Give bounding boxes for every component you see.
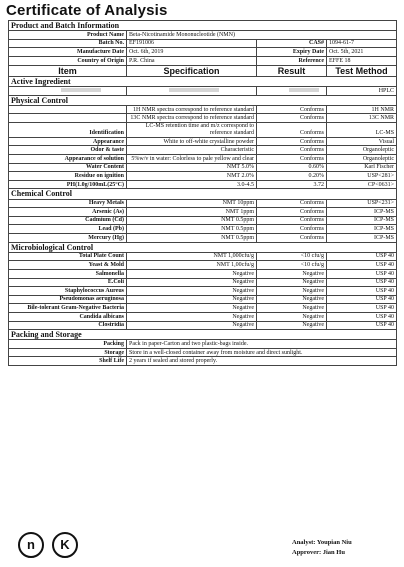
specification: NMT 1ppm — [127, 208, 257, 217]
test-method: USP 40 — [327, 321, 397, 330]
column-header-result: Result — [257, 65, 327, 76]
result: Conforms — [257, 208, 327, 217]
redacted-cell — [9, 87, 127, 96]
result: <10 cfu/g — [257, 252, 327, 261]
item-name: Appearance — [9, 137, 127, 146]
item-name: Appearance of solution — [9, 155, 127, 164]
item-name — [9, 114, 127, 123]
micro-row — [9, 295, 397, 304]
redacted-cell — [257, 87, 327, 96]
test-method: USP 40 — [327, 269, 397, 278]
result: Conforms — [257, 146, 327, 155]
item-name: Salmonella — [9, 269, 127, 278]
specification: NMT 0.5ppm — [127, 225, 257, 234]
micro-row — [9, 312, 397, 321]
section-micro — [9, 242, 397, 252]
specification: NMT 0.5ppm — [127, 233, 257, 242]
specification: 5%w/v in water: Colorless to pale yellow and clear — [127, 155, 257, 164]
result: Conforms — [257, 233, 327, 242]
approver-signature: Approver: Jian Hu — [292, 549, 345, 556]
physical-row — [9, 146, 397, 155]
reference-value: EFFE 18 — [327, 56, 397, 65]
result: Negative — [257, 321, 327, 330]
micro-row — [9, 252, 397, 261]
item-name: Cadmium (Cd) — [9, 216, 127, 225]
micro-row — [9, 269, 397, 278]
micro-row — [9, 304, 397, 313]
item-name: Yeast & Mold — [9, 261, 127, 270]
item-name: Heavy Metals — [9, 199, 127, 208]
test-method: Visual — [327, 137, 397, 146]
specification: Negative — [127, 287, 257, 296]
result: Conforms — [257, 114, 327, 123]
physical-row — [9, 114, 397, 123]
coa-table-body — [9, 21, 397, 366]
brand-logo-n: n — [18, 532, 44, 558]
result: Negative — [257, 287, 327, 296]
physical-row — [9, 137, 397, 146]
result: Negative — [257, 304, 327, 313]
chemical-row — [9, 199, 397, 208]
result: Negative — [257, 295, 327, 304]
section-title: Active Ingredient — [9, 76, 397, 86]
product-name-label: Product Name — [9, 31, 127, 40]
active-method: HPLC — [327, 87, 397, 96]
specification: NMT 0.5ppm — [127, 216, 257, 225]
packing-value: 2 years if sealed and stored properly. — [127, 357, 397, 366]
result: Conforms — [257, 216, 327, 225]
specification: Negative — [127, 321, 257, 330]
item-name: Residue on ignition — [9, 172, 127, 181]
result: Negative — [257, 269, 327, 278]
specification: 1H NMR spectra correspond to reference standard — [127, 105, 257, 114]
result: 0.60% — [257, 163, 327, 172]
expiry-date-label: Expiry Date — [257, 48, 327, 57]
document-title: Certificate of Analysis — [6, 2, 168, 19]
analyst-signature: Analyst: Youpian Niu — [292, 539, 352, 546]
result: Conforms — [257, 155, 327, 164]
physical-row — [9, 180, 397, 189]
packing-label: Packing — [9, 340, 127, 349]
item-name: Arsenic (As) — [9, 208, 127, 217]
column-header-specification: Specification — [127, 65, 257, 76]
chemical-row — [9, 233, 397, 242]
packing-value: Pack in paper-Carton and two plastic-bags inside. — [127, 340, 397, 349]
specification: Negative — [127, 295, 257, 304]
manufacture-date-value: Oct. 6th, 2019 — [127, 48, 257, 57]
item-name: PH(1.0g/100mL(25°C) — [9, 180, 127, 189]
chemical-row — [9, 216, 397, 225]
result: Conforms — [257, 137, 327, 146]
result: Conforms — [257, 123, 327, 138]
specification: NMT 1,000cfu/g — [127, 252, 257, 261]
item-name: Clostridia — [9, 321, 127, 330]
specification: Negative — [127, 304, 257, 313]
specification: NMT 5.0% — [127, 163, 257, 172]
redacted-cell — [127, 87, 257, 96]
micro-row — [9, 287, 397, 296]
item-name: Candida albicans — [9, 312, 127, 321]
item-name: Water Content — [9, 163, 127, 172]
section-active — [9, 76, 397, 86]
date-row — [9, 48, 397, 57]
cas-value: 1094-61-7 — [327, 39, 397, 48]
section-title: Chemical Control — [9, 189, 397, 199]
item-name: Identification — [9, 123, 127, 138]
redacted-mark — [169, 88, 219, 92]
test-method: USP 40 — [327, 312, 397, 321]
result: Conforms — [257, 105, 327, 114]
chemical-row — [9, 208, 397, 217]
cas-label: CAS# — [257, 39, 327, 48]
brand-logo-k: K — [52, 532, 78, 558]
specification: White to off-white crystalline powder — [127, 137, 257, 146]
section-title: Microbiological Control — [9, 242, 397, 252]
packing-label: Storage — [9, 348, 127, 357]
column-header-item: Item — [9, 65, 127, 76]
item-name: Pseudomonas aeruginosa — [9, 295, 127, 304]
redacted-mark — [289, 88, 319, 92]
specification: NMT 1,00cfu/g — [127, 261, 257, 270]
test-method: Organoleptic — [327, 155, 397, 164]
physical-row — [9, 163, 397, 172]
specification: Negative — [127, 278, 257, 287]
origin-row — [9, 56, 397, 65]
specification: Negative — [127, 269, 257, 278]
test-method: USP 40 — [327, 278, 397, 287]
column-header-row — [9, 65, 397, 76]
test-method: Karl Fischer — [327, 163, 397, 172]
chemical-row — [9, 225, 397, 234]
packing-row — [9, 340, 397, 349]
item-name — [9, 105, 127, 114]
test-method: USP 40 — [327, 304, 397, 313]
test-method: LC-MS — [327, 123, 397, 138]
product-name-row — [9, 31, 397, 40]
packing-row — [9, 348, 397, 357]
packing-value: Store in a well-closed container away from moisture and direct sunlight. — [127, 348, 397, 357]
test-method: 1H NMR — [327, 105, 397, 114]
item-name: Mercury (Hg) — [9, 233, 127, 242]
item-name: Odor & taste — [9, 146, 127, 155]
specification: NMT 10ppm — [127, 199, 257, 208]
expiry-date-value: Oct. 5th, 2021 — [327, 48, 397, 57]
redacted-mark — [61, 88, 101, 92]
product-name-value: Beta-Nicotinamide Mononucleotide (NMN) — [127, 31, 397, 40]
batch-label: Batch No. — [9, 39, 127, 48]
section-packing — [9, 330, 397, 340]
batch-value: EF191006 — [127, 39, 257, 48]
section-title: Product and Batch Information — [9, 21, 397, 31]
specification: NMT 2.0% — [127, 172, 257, 181]
item-name: Bile-tolerant Gram-Negative Bacteria — [9, 304, 127, 313]
test-method: USP 40 — [327, 287, 397, 296]
test-method: ICP-MS — [327, 225, 397, 234]
physical-row — [9, 172, 397, 181]
manufacture-date-label: Manufacture Date — [9, 48, 127, 57]
physical-row — [9, 105, 397, 114]
batch-row — [9, 39, 397, 48]
result: <10 cfu/g — [257, 261, 327, 270]
result: 0.20% — [257, 172, 327, 181]
item-name: Lead (Pb) — [9, 225, 127, 234]
micro-row — [9, 278, 397, 287]
specification: LC-MS retention time and m/z correspond to reference standard — [127, 123, 257, 138]
micro-row — [9, 261, 397, 270]
result: Conforms — [257, 225, 327, 234]
test-method: USP 40 — [327, 252, 397, 261]
section-title: Packing and Storage — [9, 330, 397, 340]
specification: 3.0-4.5 — [127, 180, 257, 189]
column-header-test-method: Test Method — [327, 65, 397, 76]
test-method: ICP-MS — [327, 208, 397, 217]
section-chemical — [9, 189, 397, 199]
item-name: E.Coli — [9, 278, 127, 287]
physical-row — [9, 155, 397, 164]
test-method: ICP-MS — [327, 216, 397, 225]
test-method: USP 40 — [327, 261, 397, 270]
test-method: 13C NMR — [327, 114, 397, 123]
specification: 13C NMR spectra correspond to reference standard — [127, 114, 257, 123]
specification: Negative — [127, 312, 257, 321]
result: Negative — [257, 312, 327, 321]
packing-label: Shelf Life — [9, 357, 127, 366]
section-title: Physical Control — [9, 95, 397, 105]
result: Negative — [257, 278, 327, 287]
item-name: Staphylococcus Aureus — [9, 287, 127, 296]
section-product — [9, 21, 397, 31]
specification: Characteristic — [127, 146, 257, 155]
origin-label: Country of Origin — [9, 56, 127, 65]
test-method: ICP-MS — [327, 233, 397, 242]
test-method: USP<231> — [327, 199, 397, 208]
micro-row — [9, 321, 397, 330]
test-method: CP<0631> — [327, 180, 397, 189]
test-method: USP<281> — [327, 172, 397, 181]
result: Conforms — [257, 199, 327, 208]
coa-table — [8, 20, 397, 366]
origin-value: P.R. China — [127, 56, 257, 65]
result: 3.72 — [257, 180, 327, 189]
test-method: USP 40 — [327, 295, 397, 304]
packing-row — [9, 357, 397, 366]
test-method: Organoleptic — [327, 146, 397, 155]
active-ingredient-row — [9, 87, 397, 96]
item-name: Total Plate Count — [9, 252, 127, 261]
physical-row — [9, 123, 397, 138]
reference-label: Reference — [257, 56, 327, 65]
section-physical — [9, 95, 397, 105]
